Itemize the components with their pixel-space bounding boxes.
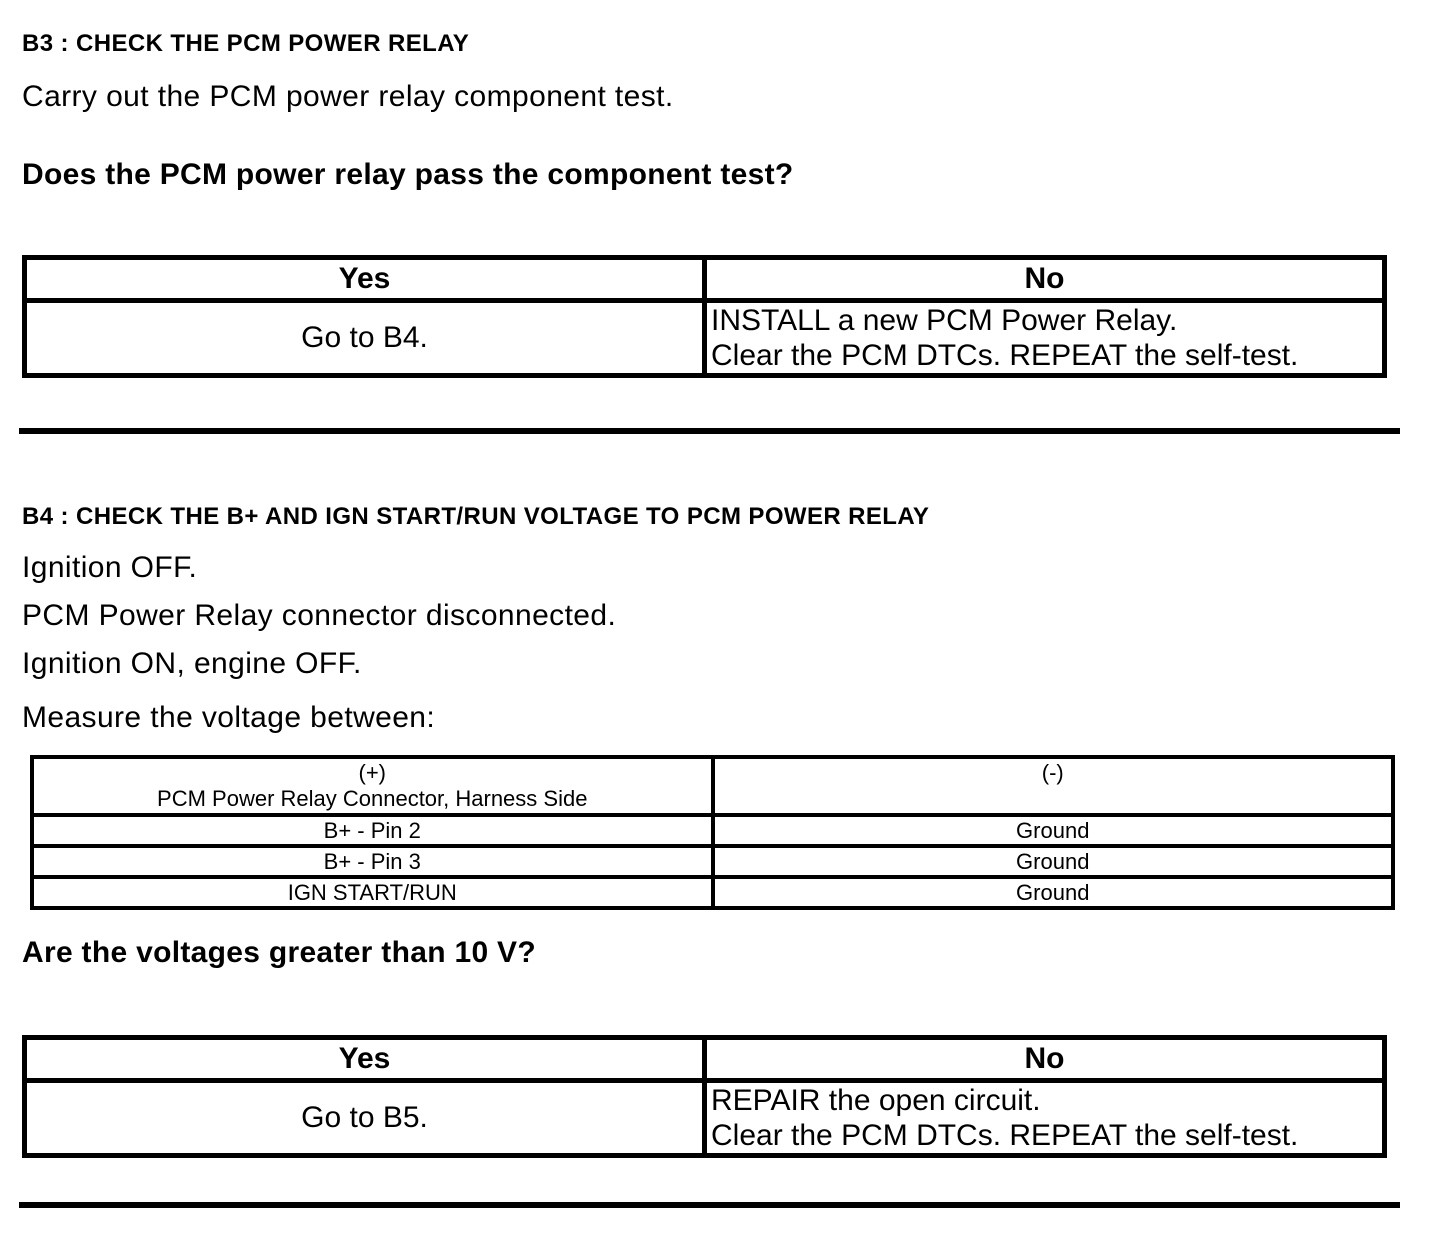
step-b3-heading: B3 : CHECK THE PCM POWER RELAY <box>22 30 470 57</box>
instruction-line: Ignition ON, engine OFF. <box>22 647 362 680</box>
instruction-line: Carry out the PCM power relay component test. <box>22 80 674 113</box>
measurement-point-cell: B+ - Pin 3 <box>34 848 711 875</box>
measurement-point-cell: B+ - Pin 2 <box>34 817 711 844</box>
positive-symbol: (+) <box>358 760 386 785</box>
no-action-cell <box>707 303 1382 373</box>
positive-header-cell <box>34 759 711 813</box>
ground-cell: Ground <box>715 848 1392 875</box>
yes-action-cell: Go to B4. <box>27 303 702 373</box>
instruction-line: Measure the voltage between: <box>22 701 436 734</box>
ground-cell: Ground <box>715 817 1392 844</box>
no-header-cell: No <box>707 260 1382 298</box>
no-action-line: Clear the PCM DTCs. REPEAT the self-test. <box>711 339 1299 372</box>
instruction-line: Ignition OFF. <box>22 551 198 584</box>
decision-table-b3 <box>22 255 1387 378</box>
ground-cell: Ground <box>715 879 1392 906</box>
voltage-measurement-table <box>30 755 1395 910</box>
no-action-line: INSTALL a new PCM Power Relay. <box>711 304 1178 337</box>
step-b3-question: Does the PCM power relay pass the component test? <box>22 158 794 191</box>
no-action-line: Clear the PCM DTCs. REPEAT the self-test. <box>711 1119 1299 1152</box>
section-separator-rule <box>19 428 1400 434</box>
negative-symbol: (-) <box>1041 760 1064 785</box>
negative-header-cell <box>715 759 1392 813</box>
step-b4-question: Are the voltages greater than 10 V? <box>22 936 536 969</box>
decision-table-b4 <box>22 1035 1387 1158</box>
no-action-cell <box>707 1083 1382 1153</box>
positive-description: PCM Power Relay Connector, Harness Side <box>157 786 588 811</box>
page-bottom-rule <box>19 1202 1400 1208</box>
yes-header-cell: Yes <box>27 260 702 298</box>
no-action-line: REPAIR the open circuit. <box>711 1084 1041 1117</box>
no-header-cell: No <box>707 1040 1382 1078</box>
measurement-point-cell: IGN START/RUN <box>34 879 711 906</box>
instruction-line: PCM Power Relay connector disconnected. <box>22 599 617 632</box>
yes-header-cell: Yes <box>27 1040 702 1078</box>
yes-action-cell: Go to B5. <box>27 1083 702 1153</box>
step-b4-heading: B4 : CHECK THE B+ AND IGN START/RUN VOLTAGE TO PCM POWER RELAY <box>22 503 930 530</box>
